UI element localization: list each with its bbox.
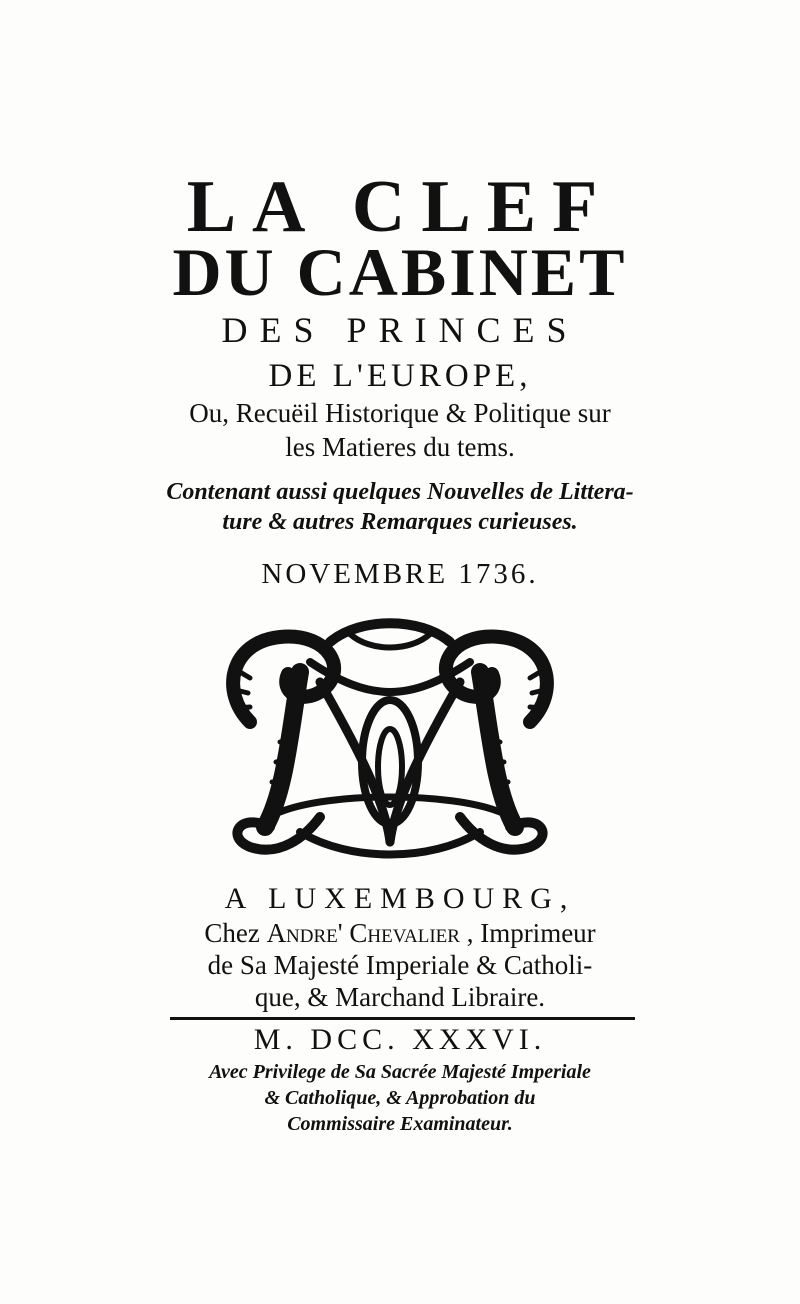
privilege-line-2: & Catholique, & Approbation du	[264, 1087, 536, 1109]
divider-rule	[170, 1017, 635, 1020]
title-line-1: LA CLEF	[186, 166, 614, 248]
imprint-line-2: de Sa Majesté Imperiale & Catholi-	[207, 950, 593, 980]
contents-line-1: Contenant aussi quelques Nouvelles de Littera-	[166, 479, 634, 505]
privilege-line-1: Avec Privilege de Sa Sacrée Majesté Imperiale	[209, 1061, 591, 1083]
imprint-place: A LUXEMBOURG,	[224, 882, 576, 915]
publisher-suffix: , Imprimeur	[459, 918, 596, 948]
imprint-publisher	[0, 920, 800, 947]
ornamental-monogram-icon	[210, 612, 570, 872]
title-line-3: DES PRINCES	[221, 310, 579, 350]
publisher-name: Andre' Chevalier	[266, 918, 460, 948]
subtitle-line-1: Ou, Recuëil Historique & Politique sur	[189, 398, 611, 428]
issue-date: NOVEMBRE 1736.	[261, 558, 539, 590]
contents-line-2: ture & autres Remarques curieuses.	[222, 509, 578, 535]
imprint-line-3: que, & Marchand Libraire.	[254, 982, 546, 1012]
title-line-4: DE L'EUROPE,	[268, 358, 532, 394]
privilege-line-3: Commissaire Examinateur.	[287, 1113, 513, 1135]
title-line-2: DU CABINET	[172, 234, 628, 310]
publisher-prefix: Chez	[204, 918, 267, 948]
publication-year: M. DCC. XXXVI.	[253, 1023, 547, 1056]
subtitle-line-2: les Matieres du tems.	[285, 432, 515, 462]
